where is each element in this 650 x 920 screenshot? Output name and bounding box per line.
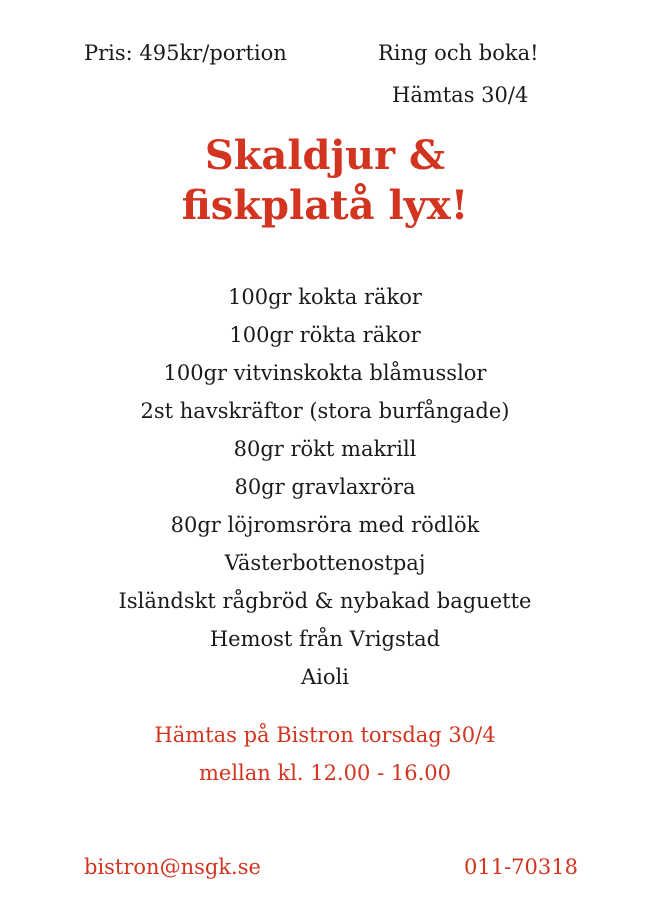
menu-item: Hemost från Vrigstad [209,627,441,651]
menu-item: Isländskt rågbröd & nybakad baguette [118,589,532,613]
contact-email[interactable]: bistron@nsgk.se [84,855,261,879]
menu-item: 100gr rökta räkor [229,323,421,347]
menu-item: 100gr vitvinskokta blåmusslor [163,361,487,385]
menu-list [0,278,650,696]
contact-phone[interactable]: 011-70318 [464,855,578,879]
pickup-info-line-2: mellan kl. 12.00 - 16.00 [199,761,451,785]
page-title-line-1: Skaldjur & [204,132,446,179]
menu-item: 80gr rökt makrill [233,437,417,461]
menu-item: Aioli [301,665,349,689]
page-title-line-2: fiskplatå lyx! [181,182,469,229]
pickup-info-line-1: Hämtas på Bistron torsdag 30/4 [154,723,496,747]
call-to-book-label: Ring och boka! [378,41,539,65]
menu-item: Västerbottenostpaj [224,551,426,575]
menu-item: 80gr gravlaxröra [234,475,416,499]
menu-item: 80gr löjromsröra med rödlök [170,513,480,537]
menu-item: 100gr kokta räkor [228,285,422,309]
pickup-date-label: Hämtas 30/4 [392,83,529,107]
menu-item: 2st havskräftor (stora burfångade) [140,399,510,423]
price-label: Pris: 495kr/portion [84,41,287,65]
